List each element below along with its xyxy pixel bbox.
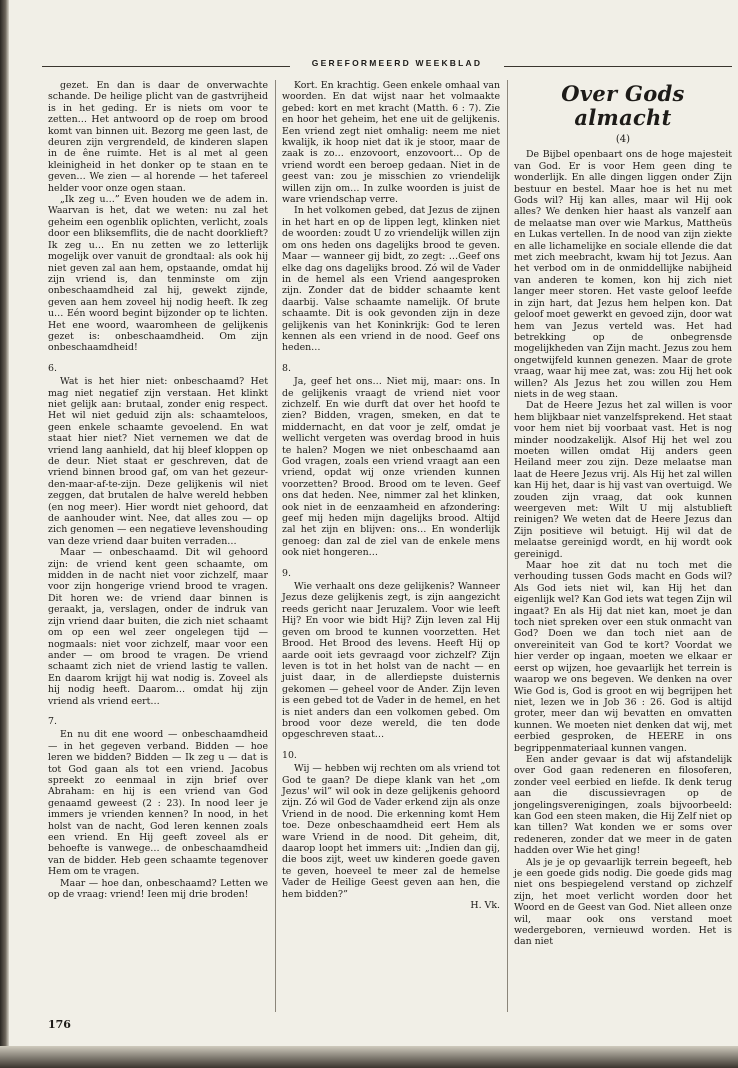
paragraph: Ja, geef het ons… Niet mij, maar: ons. In de gelijkenis vraagt de vriend niet voor zichzelf. En wie durft dat over het hoofd te zien? Bidden, vragen, smeken, en dat te middernacht, en dat voor je zelf, omdat je wellicht vergeten was overdag brood in huis te halen? Mogen we niet onbeschaamd aan God vragen, zoals een vriend vraagt aan een vriend, opdat wij onze vrienden kunnen voorzetten? Brood. Brood om te leven. Geef ons dat heden. Nee, nimmer zal het klinken, ook niet in de eenzaamheid en afzondering: geef mij heden mijn dagelijks brood. Altijd zal het zijn en blijven: ons… En wonderlijk genoeg: dan zal de ziel van de enkele mens ook niet hongeren… xyxy=(282,376,500,559)
running-header: GEREFORMEERD WEEKBLAD xyxy=(311,58,483,68)
paragraph: Als je je op gevaarlijk terrein begeeft, heb je een goede gids nodig. Die goede gids mag niet ons bespiegelend verstand op zichzelf zijn, het moet verlicht worden door het Woord en de Geest van God. Niet alleen onze wil, maar ook ons verstand moet wedergeboren, vernieuwd worden. Het is dan niet xyxy=(514,856,732,948)
paragraph: Maar — onbeschaamd. Dit wil gehoord zijn: de vriend kent geen schaamte, om midden in de nacht niet voor zichzelf, maar voor zijn hongerige vriend brood te vragen. Dit horen we: de vriend daar binnen is geraakt, ja, verslagen, onder de indruk van zijn vriend daar buiten, die zich niet schaamt om op een wel zeer ongelegen tijd — nogmaals: niet voor zichzelf, maar voor een ander — om brood te vragen. De vriend schaamt zich niet de vriend lastig te vallen. En daarom krijgt hij wat nodig is. Zoveel als hij nodig heeft. Daarom… omdat hij zijn vriend als vriend eert… xyxy=(48,547,268,707)
header-rule-right xyxy=(504,66,732,67)
header-rule-left xyxy=(42,66,290,67)
paragraph: Wie verhaalt ons deze gelijkenis? Wanneer Jezus deze gelijkenis zegt, is zijn aangezicht reeds gericht naar Jeruzalem. Voor wie leeft Hij? En voor wie bidt Hij? Zijn leven zal Hij geven om brood te kunnen voorzetten. Het Brood. Het Brood des levens. Heeft Hij op aarde ooit iets gevraagd voor zichzelf? Zijn leven is tot in het holst van de nacht — en juist daar, in de allerdiepste duisternis gekomen — geheel voor de Ander. Zijn leven is een gebed tot de Vader in de hemel, en het is niet anders dan een volkomen gebed. Om brood voor deze wereld, die ten dode opgeschreven staat… xyxy=(282,581,500,741)
paragraph: De Bijbel openbaart ons de hoge majesteit van God. Er is voor Hem geen ding te wonderlijk. En alle dingen liggen onder Zijn bestuur en bestel. Maar hoe is het nu met Gods wil? Hij kan alles, maar wil Hij ook alles? We denken hier haast als vanzelf aan de melaatse man over wie Markus, Mattheüs en Lukas vertellen. In de nood van zijn ziekte en alle lichamelijke en sociale ellende die dat met zich meebracht, kwam hij tot Jezus. Aan het verbod om in de onmiddellijke nabijheid van anderen te komen, kon hij zich niet langer meer storen. Het vaste geloof leefde in zijn hart, dat Jezus hem helpen kon. Dat geloof moet gewerkt en gevoed zijn, door wat hem van Jezus verteld was. Het had betrekking op de onbegrensde mogelijkheden van Zijn macht. Jezus zou hem ongetwijfeld kunnen genezen. Maar de grote vraag, waar hij mee zat, was: zou Hij het ook willen? Als Jezus het zou willen zou Hem niets in de weg staan. xyxy=(514,149,732,400)
page-number: 176 xyxy=(48,1018,71,1031)
column-divider xyxy=(507,80,508,1012)
paragraph: Wat is het hier niet: onbeschaamd? Het mag niet negatief zijn verstaan. Het klinkt niet gelijk aan: brutaal, zonder enig respect. Het wil niet geduid zijn als: schaamteloos, geen enkele schaamte gevoelend. En wat staat hier niet? Niet vernemen we dat de vriend lang aanhield, dat hij bleef kloppen op de deur. Niet staat er geschreven, dat de vriend binnen brood gaf, om van het gezeur-den-maar-af-te-zijn. Deze gelijkenis wil niet zeggen, dat brutalen de halve wereld hebben (en nog meer). Hier wordt niet gehoord, dat de aanhouder wint. Nee, dat alles zou — op zich genomen — een negatieve levenshouding van deze vriend daar buiten verraden… xyxy=(48,376,268,547)
paragraph: Een ander gevaar is dat wij afstandelijk over God gaan redeneren en filosoferen, zonder veel eerbied en liefde. Ik denk terug aan die discussievragen op de jongelingsverenigingen, zoals bijvoorbeeld: kan God een steen maken, die Hij Zelf niet op kan tillen? Wat konden we er soms over redeneren, zonder dat we meer in de gaten hadden over Wie het ging! xyxy=(514,753,732,857)
section-number: 8. xyxy=(282,362,291,374)
paragraph: gezet. En dan is daar de onverwachte schande. De heilige plicht van de gastvrijheid is in het geding. Er is niets om voor te zetten… Het antwoord op de roep om brood komt van binnen uit. Bezorg me geen last, de deuren zijn vergrendeld, de kinderen slapen in de êne ruimte. Het is al met al geen kleinigheid in het donker op te staan en te geven… We zien — al horende — het tafereel helder voor onze ogen staan. xyxy=(48,80,268,194)
scan-shadow-bottom xyxy=(0,1046,738,1068)
paragraph: Dat de Heere Jezus het zal willen is voor hem blijkbaar niet vanzelfsprekend. Het staat voor hem niet bij voorbaat vast. Het is nog minder noodzakelijk. Alsof Hij het wel zou moeten willen omdat Hij anders geen Heiland meer zou zijn. Deze melaatse man laat de Heere Jezus vrij. Als Hij het zal willen kan Hij het, daar is hij vast van overtuigd. We zouden zijn vraag, dat ook kunnen weergeven met: Wilt U mij alstublieft reinigen? We weten dat de Heere Jezus dan Zijn positieve wil betuigt. Hij wil dat de melaatse gereinigd wordt, en hij wordt ook gereinigd. xyxy=(514,400,732,560)
paragraph: Kort. En krachtig. Geen enkele omhaal van woorden. En dat wijst naar het volmaakte gebed: kort en met kracht (Matth. 6 : 7). Zie en hoor het geheim, het ene uit de gelijkenis. Een vriend zegt niet omhalig: neem me niet kwalijk, ik hoop niet dat ik je stoor, maar de zaak is zo… enzovoort, enzovoort… Op de vriend wordt een beroep gedaan. Niet in de geest van: zou je misschien zo vriendelijk willen zijn om… In zulke woorden is juist de ware vriendschap verre. xyxy=(282,80,500,206)
paragraph: Maar hoe zit dat nu toch met die verhouding tussen Gods macht en Gods wil? Als God iets niet wil, kan Hij het dan eigenlijk wel? Kan God iets wat tegen Zijn wil ingaat? En als Hij dat niet kan, moet je dan toch niet spreken over een stuk onmacht van God? Doen we dan toch niet aan de onvereiniteit van God te kort? Voordat we hier verder op ingaan, moeten we elkaar er eerst op wijzen, hoe gevaarlijk het terrein is waarop we ons begeven. We denken na over Wie God is, God is groot en wij begrijpen het niet, lezen we in Job 36 : 26. God is altijd groter, meer dan wij bevatten en omvatten kunnen. We moeten niet denken dat wij, met eerbied gesproken, de HEERE in ons begrippenmateriaal kunnen vangen. xyxy=(514,560,732,754)
column-divider xyxy=(275,80,276,1012)
column-3 xyxy=(514,80,732,948)
section-number: 9. xyxy=(282,567,291,579)
section-number: 7. xyxy=(48,715,57,727)
article-title: Over Gods almacht xyxy=(561,81,685,130)
paragraph: In het volkomen gebed, dat Jezus de zijnen in het hart en op de lippen legt, klinken niet de woorden: zoudt U zo vriendelijk willen zijn om ons heden ons dagelijks brood te geven. Maar — wanneer gij bidt, zo zegt: …Geef ons elke dag ons dagelijks brood. Zó wil de Vader in de hemel als een Vriend aangesproken zijn. Zonder dat de bidder schaamte kent daarbij. Valse schaamte namelijk. Of brute schaamte. Dit is ook gevonden zijn in deze gelijkenis van het Koninkrijk: God te leren kennen als een vriend in de nood. Geef ons heden… xyxy=(282,205,500,354)
scan-shadow-left xyxy=(0,0,9,1068)
article-part-number: (4) xyxy=(615,134,631,145)
column-2 xyxy=(282,80,500,911)
paragraph: Maar — hoe dan, onbeschaamd? Letten we op de vraag: vriend! Ieen mij drie broden! xyxy=(48,877,268,901)
paragraph: „Ik zeg u…” Even houden we de adem in. Waarvan is het, dat we weten: nu zal het geheim een ogenblik oplichten, verlicht, zoals door een bliksemflits, die de nacht doorklieft? Ik zeg u… En nu zetten we zo letterlijk mogelijk over vanuit de grondtaal: als ook hij niet geven zal aan hem, opstaande, omdat hij zijn vriend is, dan tenminste om zijn onbeschaamdheid zal hij, gewekt zijnde, geven aan hem zoveel hij nodig heeft. Ik zeg u… Eén woord begint bijzonder op te lichten. Het ene woord, waaromheen de gelijkenis gezet is: onbeschaamdheid. Om zijn onbeschaamdheid! xyxy=(48,194,268,354)
paragraph: Wij — hebben wij rechten om als vriend tot God te gaan? De diepe klank van het „om Jezus' wil” wil ook in deze gelijkenis gehoord zijn. Zó wil God de Vader erkend zijn als onze Vriend in de nood. Die erkenning komt Hem toe. Deze onbeschaamdheid eert Hem als ware Vriend in de nood. Dit geheim, dit, daarop loopt het immers uit: „Indien dan gij, die boos zijt, weet uw kinderen goede gaven te geven, hoeveel te meer zal de hemelse Vader de Heilige Geest geven aan hen, die hem bidden?” xyxy=(282,763,500,900)
paragraph: En nu dit ene woord — onbeschaamdheid — in het gegeven verband. Bidden — hoe leren we bidden? Bidden — Ik zeg u — dat is tot God gaan als tot een vriend. Jacobus spreekt zo eenmaal in zijn brief over Abraham: en hij is een vriend van God genaamd geweest (2 : 23). In nood leer je immers je vrienden kennen? In nood, in het holst van de nacht, God leren kennen zoals een vriend. En Hij geeft zoveel als er behoefte is vanwege… de onbeschaamdheid van de bidder. Heb geen schaamte tegenover Hem om te vragen. xyxy=(48,729,268,878)
column-1 xyxy=(48,80,268,900)
author-signature: H. Vk. xyxy=(470,900,500,912)
section-number: 6. xyxy=(48,362,57,374)
section-number: 10. xyxy=(282,749,297,761)
